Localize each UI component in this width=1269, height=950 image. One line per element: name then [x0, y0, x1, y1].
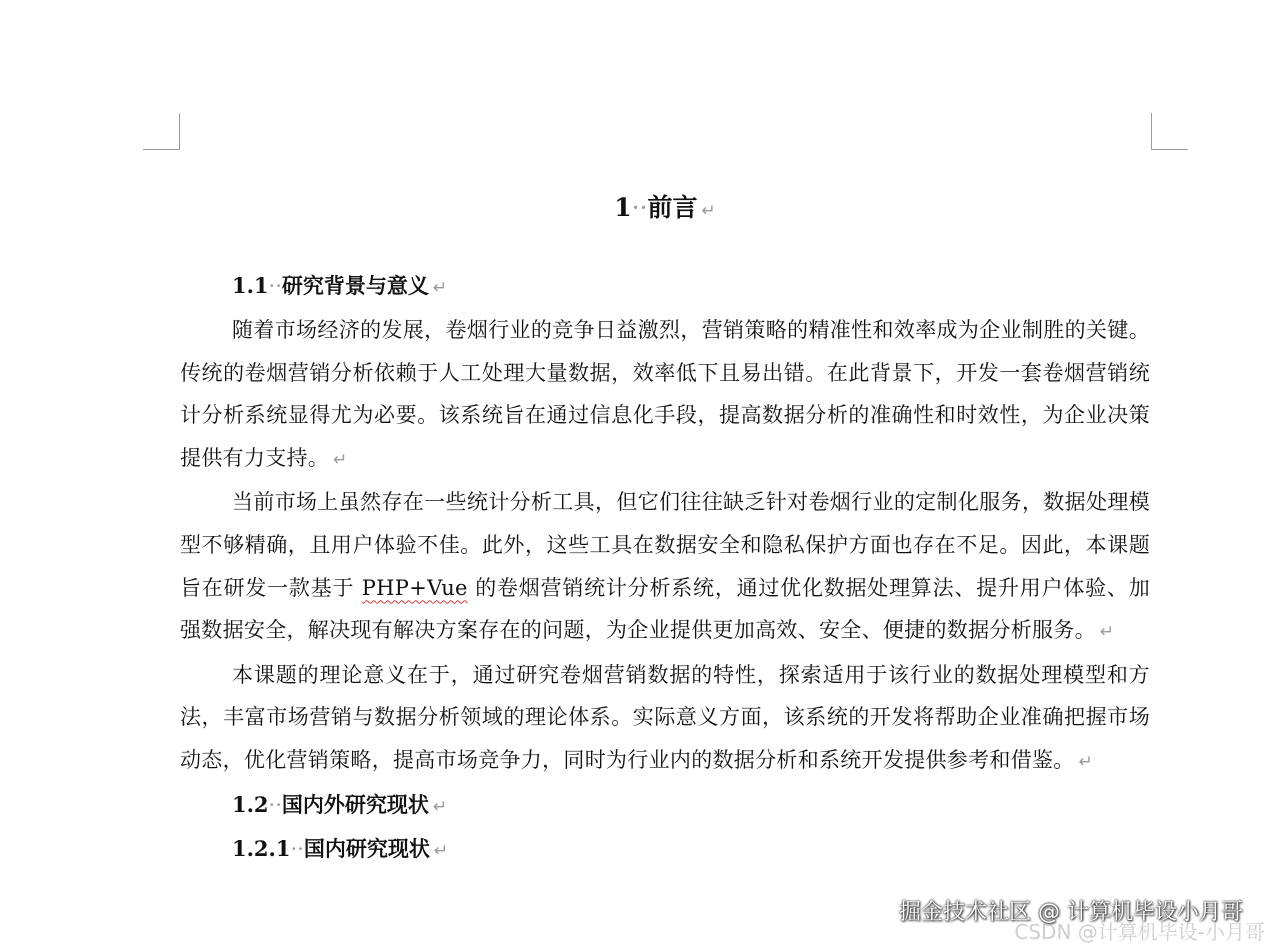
csdn-watermark: CSDN @计算机毕设-小月哥 — [1014, 920, 1265, 944]
paragraph-text: 当前市场上虽然存在一些统计分析工具，但它们往往缺乏针对卷烟行业的定制化服务，数据处理模型不够精确，且用户体验不佳。此外，这些工具在数据安全和隐私保护方面也存在不足。因此，本课题旨在研发一款基于 — [180, 490, 1150, 600]
paragraph-mark-icon: ↵ — [433, 840, 449, 861]
paragraph-text: 本课题的理论意义在于，通过研究卷烟营销数据的特性，探索适用于该行业的数据处理模型和方法，丰富市场营销与数据分析领域的理论体系。实际意义方面，该系统的开发将帮助企业准确把握市场动态，优化营销策略，提高市场竞争力，同时为行业内的数据分析和系统开发提供参考和借鉴。 — [180, 662, 1150, 772]
paragraph-text: 的卷烟营销统计分析系统，通过优化数据处理算法、提升用户体验、加强数据安全，解决现有解决方案存在的问题，为企业提供更加高效、安全、便捷的数据分析服务。 — [180, 575, 1150, 643]
paragraph-problem — [180, 481, 1150, 653]
top-left-margin-mark — [143, 113, 180, 150]
section-number: 1.2.1 — [232, 835, 291, 861]
paragraph-mark-icon: ↵ — [432, 278, 448, 298]
paragraph-mark-icon: ↵ — [432, 796, 448, 817]
chapter-title-text: 前言 — [647, 193, 698, 222]
section-number: 1.2 — [232, 791, 269, 817]
paragraph-background — [180, 309, 1150, 481]
section-title: 国内研究现状 — [303, 835, 430, 861]
heading-tab-marks: ·· — [268, 274, 282, 298]
section-heading-1-2 — [180, 784, 1150, 828]
spellcheck-term[interactable]: PHP+Vue — [361, 575, 468, 600]
section-number: 1.1 — [232, 273, 269, 298]
chapter-title — [180, 188, 1150, 231]
paragraph-significance — [180, 654, 1150, 784]
document-body[interactable] — [180, 188, 1150, 872]
paragraph-mark-icon: ↵ — [333, 449, 348, 470]
paragraph-text: 随着市场经济的发展，卷烟行业的竞争日益激烈，营销策略的精准性和效率成为企业制胜的关键。传统的卷烟营销分析依赖于人工处理大量数据，效率低下且易出错。在此背景下，开发一套卷烟营销统计分析系统显得尤为必要。该系统旨在通过信息化手段，提高数据分析的准确性和时效性，为企业决策提供有力支持。 — [180, 318, 1150, 470]
heading-tab-marks: ·· — [631, 193, 648, 222]
section-title: 研究背景与意义 — [281, 273, 429, 298]
section-heading-1-2-1 — [180, 828, 1150, 872]
juejin-watermark: 掘金技术社区 @ 计算机毕设小月哥 — [899, 900, 1243, 925]
heading-tab-marks: ·· — [290, 836, 304, 861]
top-right-margin-mark — [1151, 113, 1188, 150]
section-title: 国内外研究现状 — [281, 791, 429, 817]
section-heading-1-1 — [180, 265, 1150, 309]
chapter-number: 1 — [614, 193, 632, 222]
paragraph-mark-icon: ↵ — [1078, 751, 1094, 772]
paragraph-mark-icon: ↵ — [1099, 622, 1115, 643]
paragraph-mark-icon: ↵ — [701, 201, 716, 221]
heading-tab-marks: ·· — [268, 792, 282, 817]
